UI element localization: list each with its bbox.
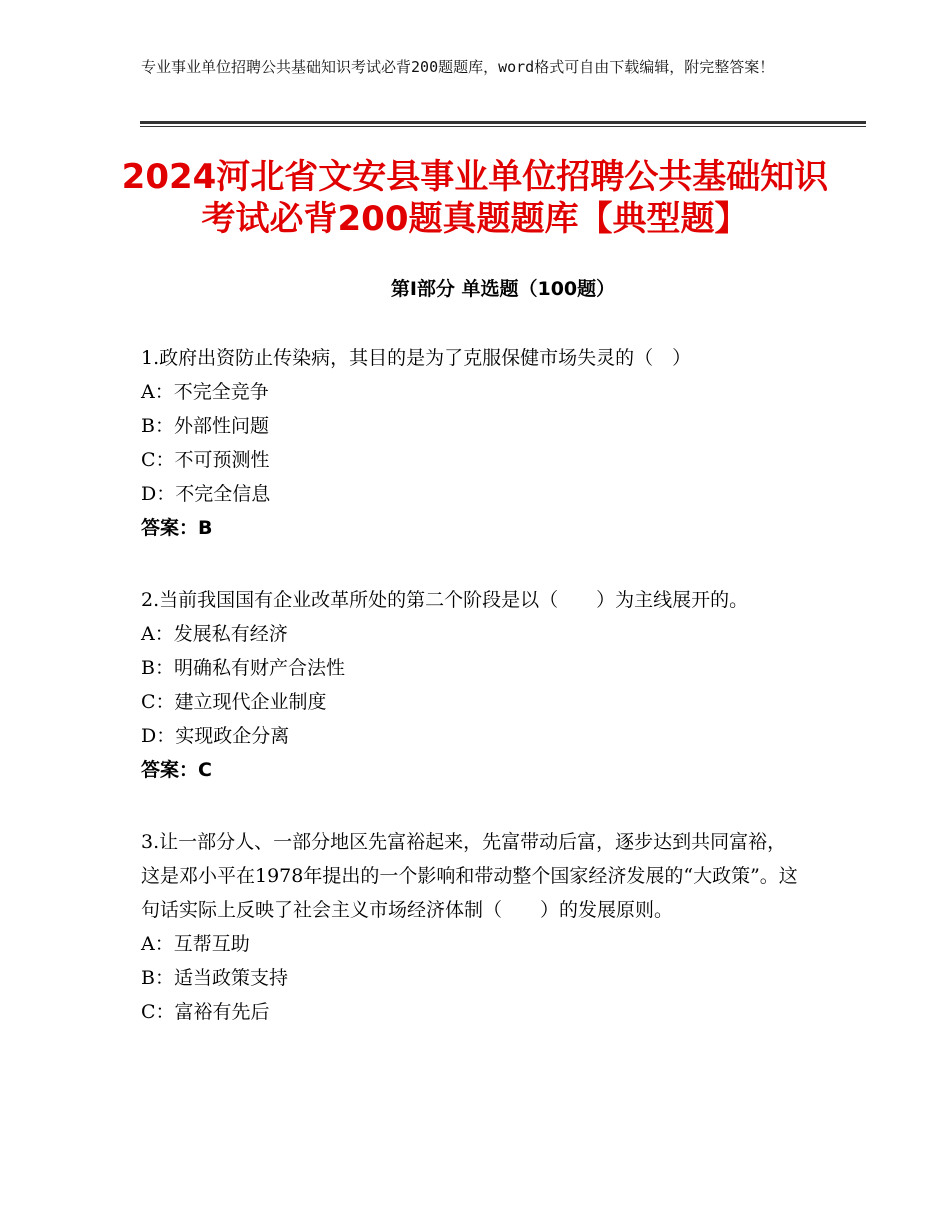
option-a: A：不完全竞争	[141, 381, 269, 403]
question-item	[141, 583, 801, 787]
question-item	[141, 825, 801, 1029]
answer-label: 答案：	[141, 517, 199, 539]
option-a: A：发展私有经济	[141, 623, 288, 645]
option-a: A：互帮互助	[141, 933, 250, 955]
question-item	[141, 341, 801, 545]
option-b: B：明确私有财产合法性	[141, 657, 345, 679]
header-divider-thin	[140, 126, 866, 127]
answer-label: 答案：	[141, 759, 199, 781]
header-divider-thick	[140, 121, 866, 124]
section-heading: 第Ⅰ部分 单选题（100题）	[390, 278, 616, 300]
answer-value: B	[198, 517, 213, 539]
option-c: C：不可预测性	[141, 449, 270, 471]
document-title: 2024河北省文安县事业单位招聘公共基础知识考试必背200题真题题库【典型题】	[121, 157, 829, 239]
question-text: 1.政府出资防止传染病，其目的是为了克服保健市场失灵的（ ）	[141, 347, 692, 369]
option-c: C：建立现代企业制度	[141, 691, 327, 713]
question-text: 2.当前我国国有企业改革所处的第二个阶段是以（ ）为主线展开的。	[141, 589, 749, 611]
option-b: B：外部性问题	[141, 415, 269, 437]
question-text: 3.让一部分人、一部分地区先富裕起来，先富带动后富，逐步达到共同富裕，这是邓小平在1978年提出的一个影响和带动整个国家经济发展的“大政策”。这句话实际上反映了社会主义市场经济体制（ ）的发展原则。	[141, 831, 798, 921]
question-list	[141, 341, 801, 1067]
answer-line	[141, 753, 801, 787]
option-d: D：不完全信息	[141, 483, 271, 505]
answer-value: C	[198, 759, 212, 781]
option-b: B：适当政策支持	[141, 967, 288, 989]
option-c: C：富裕有先后	[141, 1001, 270, 1023]
header-note: 专业事业单位招聘公共基础知识考试必背200题题库，word格式可自由下载编辑，附完整答案！	[141, 58, 775, 76]
option-d: D：实现政企分离	[141, 725, 290, 747]
answer-line	[141, 511, 801, 545]
